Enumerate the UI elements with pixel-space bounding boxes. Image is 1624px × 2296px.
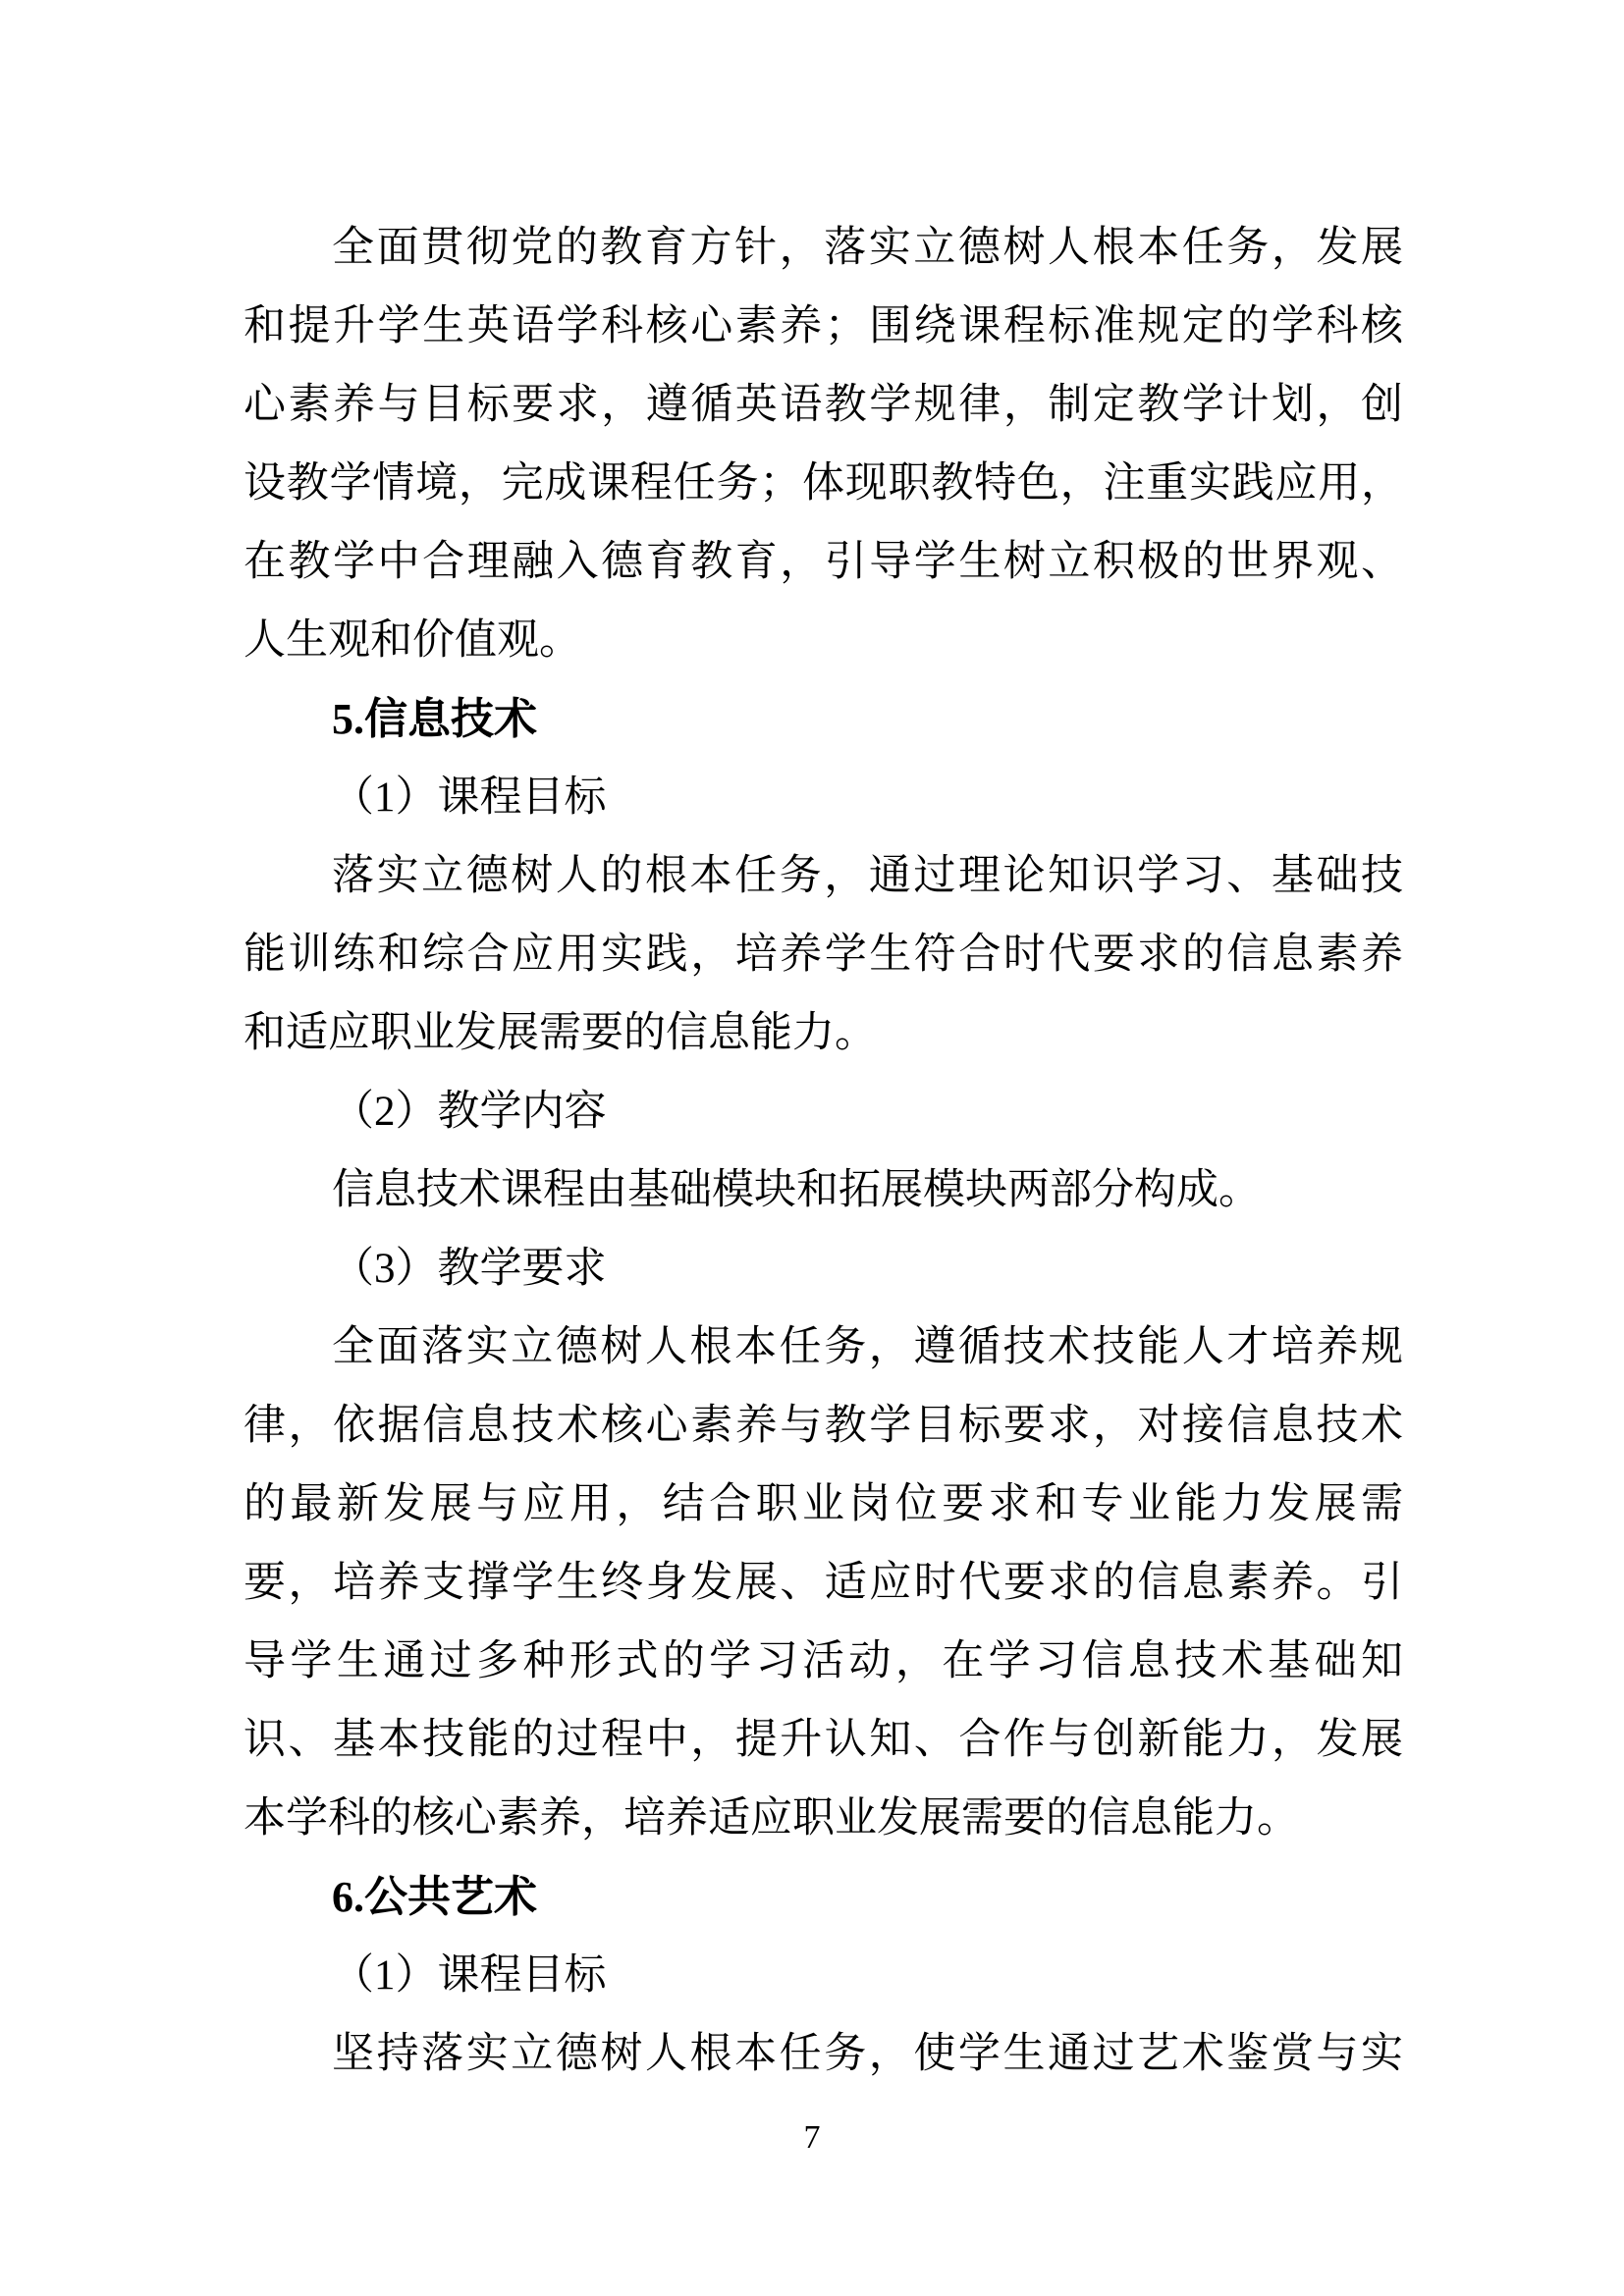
body-text-line: 心素养与目标要求，遵循英语教学规律，制定教学计划，创 bbox=[244, 382, 1403, 428]
body-text-line: 在教学中合理融入德育教育，引导学生树立积极的世界观、 bbox=[244, 539, 1403, 585]
page-number: 7 bbox=[803, 2119, 821, 2156]
body-text-line: 导学生通过多种形式的学习活动，在学习信息技术基础知 bbox=[244, 1638, 1403, 1684]
section-heading-public-arts: 6.公共艺术 bbox=[332, 1873, 537, 1921]
body-text-line: 全面贯彻党的教育方针，落实立德树人根本任务，发展 bbox=[332, 225, 1403, 271]
page-footer bbox=[0, 2116, 1624, 2160]
body-text-line: 和提升学生英语学科核心素养；围绕课程标准规定的学科核 bbox=[244, 303, 1403, 349]
body-text-line: 和适应职业发展需要的信息能力。 bbox=[244, 1010, 877, 1056]
body-text-line: 识、基本技能的过程中，提升认知、合作与创新能力，发展 bbox=[244, 1717, 1403, 1763]
body-text-line: 本学科的核心素养，培养适应职业发展需要的信息能力。 bbox=[244, 1795, 1299, 1842]
body-text-line: 设教学情境，完成课程任务；体现职教特色，注重实践应用， bbox=[244, 460, 1403, 507]
subsection-heading-teaching-requirements: （3）教学要求 bbox=[332, 1246, 607, 1292]
body-text-line: 能训练和综合应用实践，培养学生符合时代要求的信息素养 bbox=[244, 932, 1403, 978]
subsection-heading-teaching-content: （2）教学内容 bbox=[332, 1089, 607, 1135]
section-heading-information-technology: 5.信息技术 bbox=[332, 695, 537, 743]
body-text-line: 要，培养支撑学生终身发展、适应时代要求的信息素养。引 bbox=[244, 1560, 1403, 1606]
document-body bbox=[244, 209, 1403, 2094]
body-text-line: 坚持落实立德树人根本任务，使学生通过艺术鉴赏与实 bbox=[332, 2031, 1403, 2077]
subsection-heading-course-objectives: （1）课程目标 bbox=[332, 1952, 607, 1999]
body-text-line: 落实立德树人的根本任务，通过理论知识学习、基础技 bbox=[332, 853, 1403, 899]
body-text-line: 律，依据信息技术核心素养与教学目标要求，对接信息技术 bbox=[244, 1403, 1403, 1449]
subsection-heading-course-objectives: （1）课程目标 bbox=[332, 774, 607, 821]
body-text-line: 人生观和价值观。 bbox=[244, 617, 581, 664]
body-text-line: 信息技术课程由基础模块和拓展模块两部分构成。 bbox=[332, 1167, 1261, 1213]
body-text-line: 的最新发展与应用，结合职业岗位要求和专业能力发展需 bbox=[244, 1481, 1403, 1527]
body-text-line: 全面落实立德树人根本任务，遵循技术技能人才培养规 bbox=[332, 1324, 1403, 1370]
